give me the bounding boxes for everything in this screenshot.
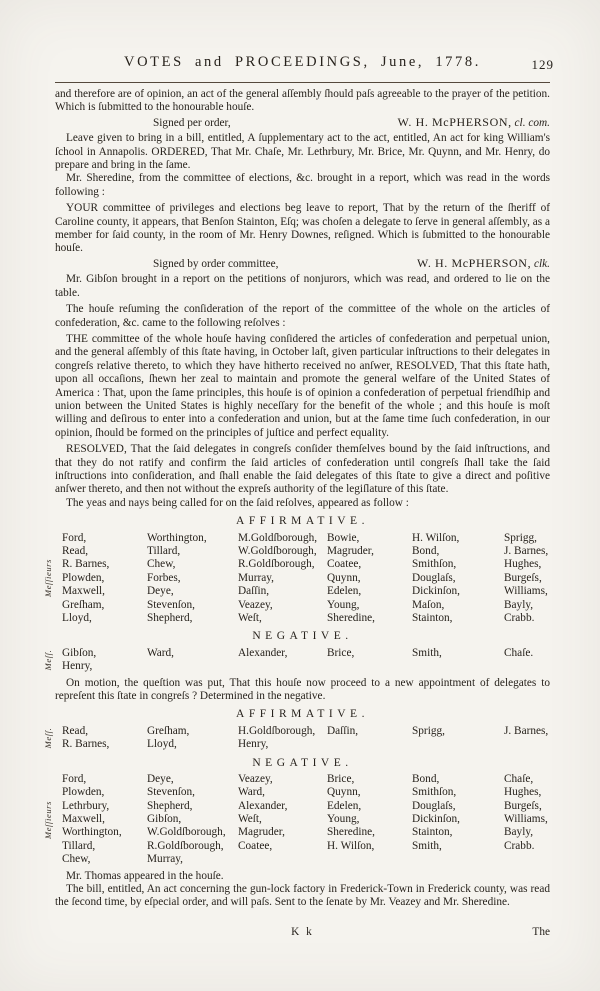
vote-name — [412, 853, 504, 866]
vote-name — [327, 660, 412, 673]
vote-name — [327, 853, 412, 866]
vote-name: Williams, — [504, 585, 548, 598]
vote-name: Stainton, — [412, 826, 453, 839]
vote-name: Brice, — [327, 646, 355, 659]
vote-name: Young, — [327, 813, 360, 826]
vote-name: R.Goldſborough, — [147, 839, 224, 852]
vote-name: H. Wilſon, — [327, 839, 375, 852]
vote-name: Douglaſs, — [412, 571, 456, 584]
vote-name: J. Barnes, — [504, 544, 549, 557]
vote-name: Brice, — [327, 772, 355, 785]
vote-name: Worthington, — [62, 826, 122, 839]
vote-name — [412, 660, 504, 673]
vote-name: Sprigg, — [412, 724, 445, 737]
vote-name: H.Goldſborough, — [238, 724, 316, 737]
vote-name: Chaſe. — [504, 646, 534, 659]
vote-name: Chaſe, — [504, 772, 534, 785]
vote-name: Weſt, — [238, 813, 262, 826]
vote-name: Sprigg, — [504, 531, 537, 544]
vote-name: Shepherd, — [147, 611, 193, 624]
vote-name: Plowden, — [62, 786, 105, 799]
signature-line-1 — [55, 116, 550, 130]
affirmative-heading-1: AFFIRMATIVE. — [236, 515, 369, 528]
vote-name: R. Barnes, — [62, 558, 110, 571]
vote-name — [238, 660, 327, 673]
vote-name: Bond, — [412, 544, 440, 557]
paragraph-gibson-report: Mr. Gibſon brought in a report on the petitions of nonjurors, which was read, and ordered to lie on the table. — [55, 273, 550, 299]
negative-heading-1: NEGATIVE. — [252, 630, 353, 643]
paragraph-committee-resolves: THE committee of the whole houſe having conſidered the articles of confederation and perpetual union, and the general aſſembly of this ſtate having, in October laſt, given particular inſtructions to their delegates in congreſs relative thereto, to which they have hitherto received no anſwer, RESOLVED, That this ſtate hath, upon all occaſions, ſhewn her zeal to maintain and promote the general welfare of the United States of America : That, upon the ſame principles, this houſe is of opinion a confederation of perpetual friendſhip and union between the United States is highly neceſſary for the benefit of the whole ; and this houſe is moſt willing and deſirous to enter into a confederation and union, but at the ſame time ſuch confederation, in our opinion, ſhould be formed on the principles of juſtice and perfect equality. — [55, 332, 550, 439]
vote-name: Ford, — [62, 772, 87, 785]
vote-name: Bowie, — [327, 531, 360, 544]
vote-name: Williams, — [504, 813, 548, 826]
vote-name: Dickinſon, — [412, 585, 461, 598]
vote-name: Douglaſs, — [412, 799, 456, 812]
vote-name: Ward, — [238, 786, 266, 799]
signature-mark: K k — [291, 925, 314, 938]
vote-name: Weſt, — [238, 611, 262, 624]
vote-name — [327, 738, 412, 751]
vote-name: Smith, — [412, 646, 442, 659]
vote-name: Gibſon, — [147, 813, 182, 826]
paragraph-sheredine-report: Mr. Sheredine, from the committee of elections, &c. brought in a report, which was read in the words following : — [55, 172, 550, 198]
vote-name: Alexander, — [238, 799, 288, 812]
vote-table-negative-1 — [43, 646, 550, 674]
vote-name: Stainton, — [412, 611, 453, 624]
header-rule — [55, 82, 550, 83]
vote-name: Smithſon, — [412, 558, 457, 571]
vote-name: Smith, — [412, 839, 442, 852]
vote-name: Veazey, — [238, 772, 273, 785]
signature-name-group — [398, 116, 550, 130]
paragraph-your-committee: YOUR committee of privileges and elections beg leave to report, That by the return of the ſheriff of Caroline county, it appears, that Benſon Stainton, Eſq; was choſen a delegate to ſerve in general aſſembly, as a member for ſaid county, in the room of Mr. Henry Downes, reſigned. Which is ſubmitted to the honourable houſe. — [55, 202, 550, 255]
vote-name: Ward, — [147, 646, 175, 659]
vote-name: W.Goldſborough, — [238, 544, 317, 557]
paragraph-gunlock-bill: The bill, entitled, An act concerning the gun-lock factory in Frederick-Town in Frederick county, was read the ſecond time, by eſpecial order, and will paſs. Sent to the ſenate by Mr. Veazey and Mr. Sheredine. — [55, 883, 550, 909]
vote-name: Chew, — [147, 558, 176, 571]
vote-name: Edelen, — [327, 585, 362, 598]
vote-name: Stevenſon, — [147, 786, 196, 799]
vote-name: R. Barnes, — [62, 738, 110, 751]
vote-table-negative-2 — [43, 772, 550, 867]
catchword: The — [532, 925, 550, 938]
vote-name: Plowden, — [62, 571, 105, 584]
vote-name: Maxwell, — [62, 585, 105, 598]
signature-phrase: Signed by order committee, — [153, 257, 279, 270]
paragraph-opening: and therefore are of opinion, an act of the general aſſembly ſhould paſs agreeable to the prayer of the petition. Which is ſubmitted to the honourable houſe. — [55, 88, 550, 114]
vote-name: Deye, — [147, 585, 174, 598]
vote-name: R.Goldſborough, — [238, 558, 315, 571]
messieurs-label: Meſſ. — [43, 727, 53, 749]
paragraph-motion: On motion, the queſtion was put, That this houſe now proceed to a new appointment of delegates to repreſent this ſtate in congreſs ? Determined in the negative. — [55, 676, 550, 702]
running-title: VOTES and PROCEEDINGS, June, 1778. — [124, 54, 481, 70]
vote-name: Dickinſon, — [412, 813, 461, 826]
vote-name — [504, 853, 550, 866]
vote-name — [504, 660, 550, 673]
page-footer — [55, 926, 550, 939]
vote-name: Deye, — [147, 772, 174, 785]
vote-name: Sheredine, — [327, 611, 375, 624]
vote-name: Henry, — [238, 738, 269, 751]
messieurs-label: Meſſ. — [43, 649, 53, 671]
vote-name: Read, — [62, 724, 89, 737]
vote-name: Tillard, — [62, 839, 96, 852]
vote-name: Coatee, — [327, 558, 362, 571]
vote-name: Forbes, — [147, 571, 181, 584]
vote-table-affirmative-2 — [43, 724, 550, 752]
vote-name: Hughes, — [504, 558, 542, 571]
vote-name: Lloyd, — [147, 738, 177, 751]
vote-name: Bond, — [412, 772, 440, 785]
vote-name: Henry, — [62, 660, 93, 673]
page-number: 129 — [531, 57, 554, 72]
signer-name: W. H. McPHERSON, — [397, 114, 512, 129]
vote-name: Maſon, — [412, 598, 445, 611]
signature-name-group — [417, 257, 550, 271]
negative-heading-2: NEGATIVE. — [252, 756, 353, 769]
vote-name: J. Barnes, — [504, 724, 549, 737]
affirmative-heading-2: AFFIRMATIVE. — [236, 708, 369, 721]
vote-name: Quynn, — [327, 786, 361, 799]
vote-names-grid — [62, 725, 550, 752]
vote-name: Gibſon, — [62, 646, 97, 659]
vote-name: Veazey, — [238, 598, 273, 611]
vote-name: Hughes, — [504, 786, 542, 799]
vote-names-grid — [62, 773, 550, 867]
vote-name — [238, 853, 327, 866]
vote-name: Quynn, — [327, 571, 361, 584]
vote-names-grid — [62, 647, 550, 674]
messieurs-label: Meſſieurs — [43, 800, 53, 839]
vote-name: Worthington, — [147, 531, 207, 544]
vote-name: Lloyd, — [62, 611, 92, 624]
vote-name: Alexander, — [238, 646, 288, 659]
signature-line-2 — [55, 257, 550, 271]
vote-name: Stevenſon, — [147, 598, 196, 611]
signer-title: cl. com. — [514, 116, 550, 129]
vote-name — [504, 738, 550, 751]
signature-phrase: Signed per order, — [153, 116, 231, 129]
vote-name: Bayly, — [504, 826, 534, 839]
vote-name: Murray, — [238, 571, 274, 584]
vote-name: Sheredine, — [327, 826, 375, 839]
vote-name: H. Wilſon, — [412, 531, 460, 544]
vote-name: M.Goldſborough, — [238, 531, 318, 544]
paragraph-leave-bill: Leave given to bring in a bill, entitled, A ſupplementary act to the act, entitled, An act for king William's ſchool in Annapolis. ORDERED, That Mr. Chaſe, Mr. Lethrbury, Mr. Brice, Mr. Quynn, and Mr. Henry, do prepare and bring in the ſame. — [55, 132, 550, 172]
vote-name: Burgeſs, — [504, 571, 542, 584]
vote-name: Greſham, — [147, 724, 190, 737]
vote-name: Magruder, — [327, 544, 374, 557]
paragraph-thomas: Mr. Thomas appeared in the houſe. — [66, 869, 224, 882]
vote-name: Burgeſs, — [504, 799, 542, 812]
vote-name: Murray, — [147, 853, 183, 866]
vote-name: Daſſin, — [238, 585, 270, 598]
paragraph-house-resuming: The houſe reſuming the conſideration of the report of the committee of the whole on the articles of confederation, &c. came to the following reſolves : — [55, 303, 550, 329]
vote-name: Edelen, — [327, 799, 362, 812]
vote-name: W.Goldſborough, — [147, 826, 226, 839]
vote-name: Tillard, — [147, 544, 181, 557]
vote-name — [147, 660, 238, 673]
paragraph-resolved-delegates: RESOLVED, That the ſaid delegates in congreſs conſider themſelves bound by the ſaid inſtructions, and that they do not ratify and confirm the ſaid articles of confederation until congreſs ſhall take the ſaid inſtructions into conſideration, and ſhall enable the ſaid delegates of this ſtate to give a direct and poſitive anſwer thereto, and then not without the expreſs authority of the legiſlature of this ſtate. — [55, 443, 550, 496]
vote-name: Smithſon, — [412, 786, 457, 799]
vote-name: Maxwell, — [62, 813, 105, 826]
paragraph-yeas-nays: The yeas and nays being called for on the ſaid reſolves, appeared as follow : — [66, 496, 409, 509]
vote-name: Read, — [62, 544, 89, 557]
vote-table-affirmative-1 — [43, 531, 550, 626]
signer-title: clk. — [534, 257, 550, 270]
vote-name: Coatee, — [238, 839, 273, 852]
vote-name: Daſſin, — [327, 724, 359, 737]
vote-name: Greſham, — [62, 598, 105, 611]
page-header — [55, 54, 554, 76]
vote-name: Shepherd, — [147, 799, 193, 812]
vote-name: Magruder, — [238, 826, 285, 839]
vote-name: Bayly, — [504, 598, 534, 611]
messieurs-label: Meſſieurs — [43, 559, 53, 598]
signer-name: W. H. McPHERSON, — [417, 255, 532, 270]
vote-name: Crabb. — [504, 839, 535, 852]
vote-name: Ford, — [62, 531, 87, 544]
vote-names-grid — [62, 532, 550, 626]
vote-name — [412, 738, 504, 751]
vote-name: Chew, — [62, 853, 91, 866]
vote-name: Young, — [327, 598, 360, 611]
vote-name: Crabb. — [504, 611, 535, 624]
vote-name: Lethrbury, — [62, 799, 110, 812]
